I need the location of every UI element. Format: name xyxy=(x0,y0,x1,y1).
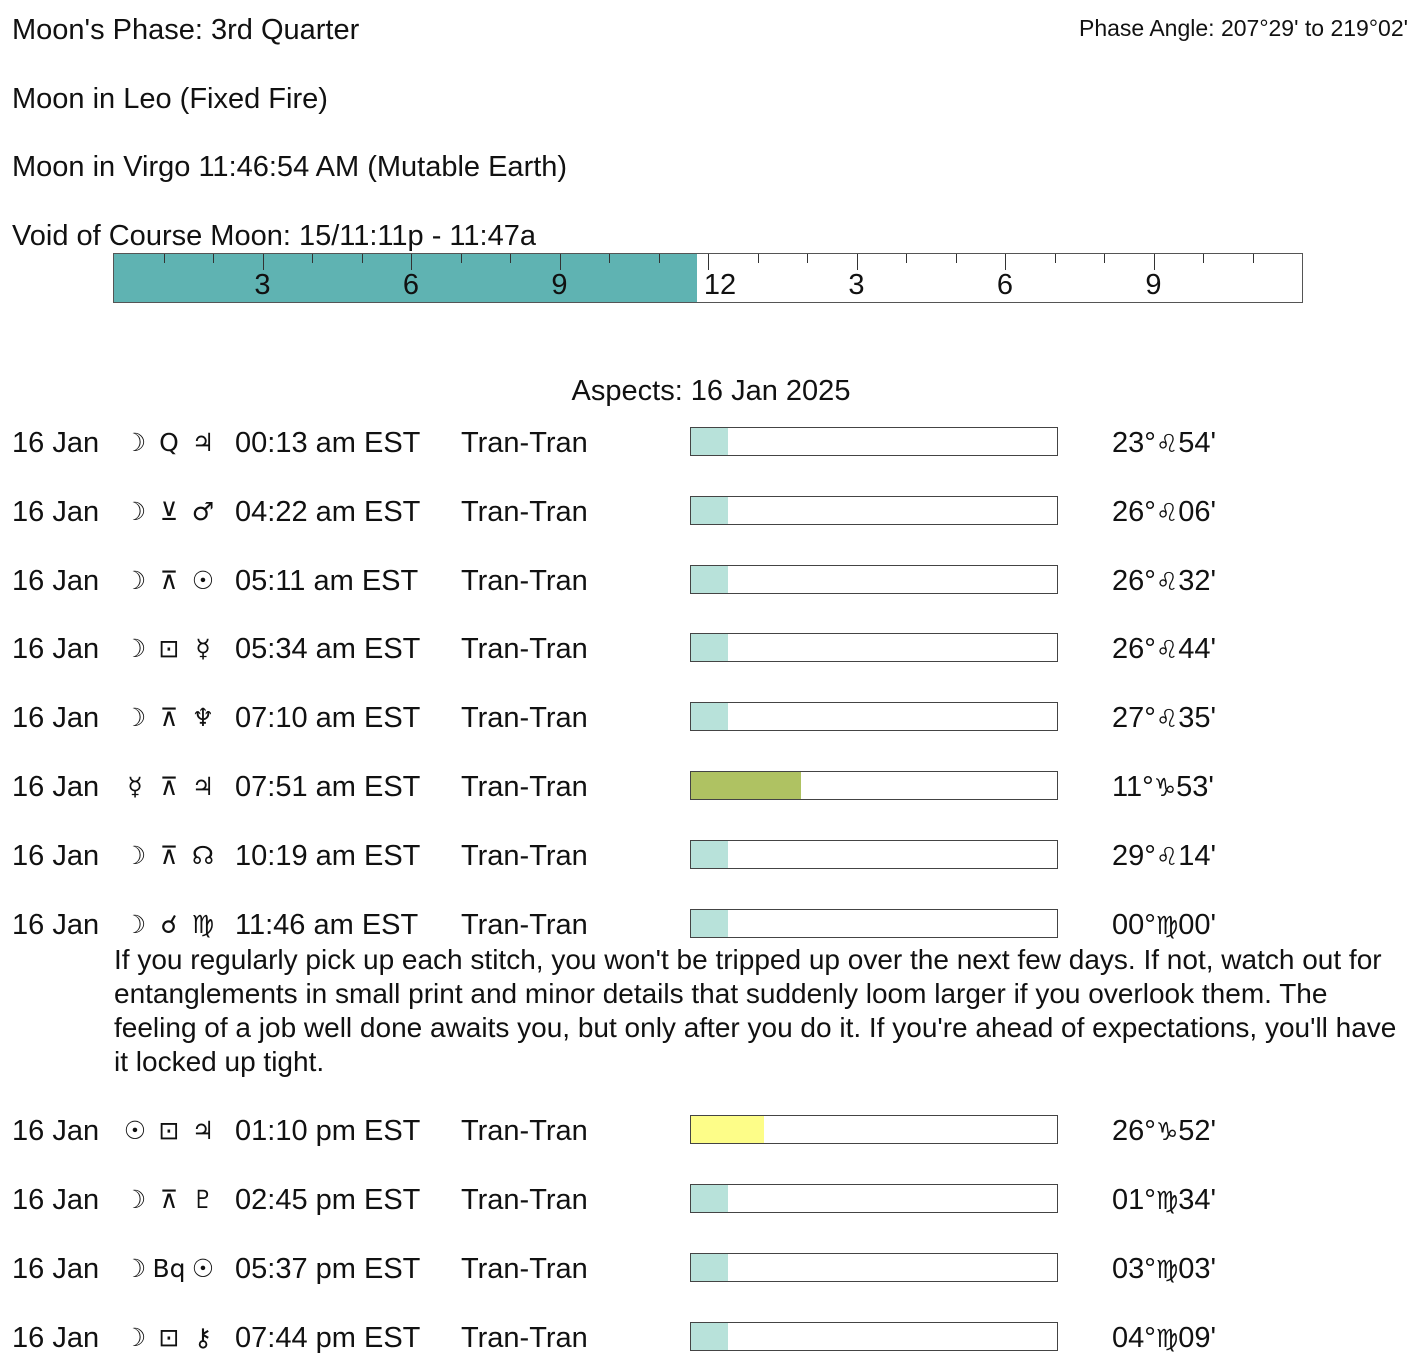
aspect-position xyxy=(1112,1183,1216,1218)
strength-bar xyxy=(690,840,1058,869)
aspect-time: 04:22 am EST xyxy=(235,496,421,528)
aspect-position xyxy=(1112,1252,1216,1287)
aspect-kind: Tran-Tran xyxy=(461,840,588,872)
planet-2-icon: ♃ xyxy=(191,772,215,801)
strength-bar-fill xyxy=(691,841,728,868)
aspect-position xyxy=(1112,426,1216,461)
position-minute: 35' xyxy=(1178,702,1217,734)
position-degree: 26° xyxy=(1112,1115,1156,1147)
zodiac-sign-icon: ♍ xyxy=(1155,1255,1179,1284)
aspect-kind: Tran-Tran xyxy=(461,771,588,803)
timeline-label: 9 xyxy=(551,269,568,301)
aspect-type-icon: ⊡ xyxy=(158,1116,180,1145)
timeline-tick xyxy=(1104,254,1105,263)
planet-1-icon: ☽ xyxy=(123,428,147,457)
position-degree: 01° xyxy=(1112,1184,1156,1216)
planet-2-icon: ♂ xyxy=(191,497,215,526)
moon-sign: Moon in Leo (Fixed Fire) xyxy=(12,83,328,115)
timeline-tick xyxy=(1203,254,1204,263)
planet-1-icon: ☽ xyxy=(123,1185,147,1214)
aspect-date: 16 Jan xyxy=(12,565,100,597)
aspect-time: 02:45 pm EST xyxy=(235,1184,421,1216)
planet-1-icon: ☽ xyxy=(123,1323,147,1352)
position-minute: 32' xyxy=(1178,565,1217,597)
aspect-kind: Tran-Tran xyxy=(461,1184,588,1216)
aspect-type-icon: ☌ xyxy=(160,910,178,939)
timeline-label: 3 xyxy=(848,269,865,301)
aspect-kind: Tran-Tran xyxy=(461,565,588,597)
strength-bar xyxy=(690,496,1058,525)
position-degree: 03° xyxy=(1112,1253,1156,1285)
timeline-tick xyxy=(609,254,610,263)
aspect-type-icon: Q xyxy=(159,428,179,457)
aspect-time: 01:10 pm EST xyxy=(235,1115,421,1147)
timeline-tick xyxy=(510,254,511,263)
timeline-tick xyxy=(758,254,759,263)
zodiac-sign-icon: ♌ xyxy=(1155,498,1179,527)
aspect-kind: Tran-Tran xyxy=(461,496,588,528)
aspect-row xyxy=(0,770,1422,806)
moon-ingress: Moon in Virgo 11:46:54 AM (Mutable Earth) xyxy=(12,151,568,183)
aspect-kind: Tran-Tran xyxy=(461,633,588,665)
strength-bar-fill xyxy=(691,566,728,593)
aspect-date: 16 Jan xyxy=(12,1184,100,1216)
timeline-tick xyxy=(461,254,462,263)
position-minute: 34' xyxy=(1178,1184,1217,1216)
strength-bar-fill xyxy=(691,772,801,799)
timeline-tick xyxy=(956,254,957,263)
timeline-tick xyxy=(659,254,660,263)
timeline-tick xyxy=(164,254,165,263)
timeline-tick xyxy=(312,254,313,263)
position-minute: 06' xyxy=(1178,496,1217,528)
planet-1-icon: ☉ xyxy=(123,1116,147,1145)
position-degree: 23° xyxy=(1112,427,1156,459)
planet-2-icon: ☉ xyxy=(191,1254,215,1283)
aspect-row xyxy=(0,1183,1422,1219)
aspect-date: 16 Jan xyxy=(12,771,100,803)
aspect-row xyxy=(0,1114,1422,1150)
aspect-position xyxy=(1112,701,1216,736)
timeline-label: 12 xyxy=(703,269,737,301)
zodiac-sign-icon: ♑ xyxy=(1155,1117,1179,1146)
position-degree: 26° xyxy=(1112,496,1156,528)
zodiac-sign-icon: ♍ xyxy=(1155,1186,1179,1215)
timeline-label: 3 xyxy=(254,269,271,301)
aspect-row xyxy=(0,908,1422,944)
zodiac-sign-icon: ♌ xyxy=(1155,567,1179,596)
aspect-kind: Tran-Tran xyxy=(461,909,588,941)
position-degree: 04° xyxy=(1112,1322,1156,1354)
timeline-tick xyxy=(906,254,907,263)
position-minute: 54' xyxy=(1178,427,1217,459)
zodiac-sign-icon: ♌ xyxy=(1155,429,1179,458)
position-minute: 44' xyxy=(1178,633,1217,665)
aspect-row xyxy=(0,1321,1422,1357)
strength-bar xyxy=(690,1322,1058,1351)
timeline-label: 6 xyxy=(996,269,1014,301)
aspect-row xyxy=(0,564,1422,600)
strength-bar-fill xyxy=(691,1185,728,1212)
aspect-time: 00:13 am EST xyxy=(235,427,421,459)
aspect-type-icon: Bq xyxy=(152,1254,186,1283)
aspect-type-icon: ⊼ xyxy=(159,841,179,870)
planet-1-icon: ☽ xyxy=(123,1254,147,1283)
strength-bar-fill xyxy=(691,703,728,730)
planet-2-icon: ⚷ xyxy=(193,1323,213,1352)
planet-2-icon: ☊ xyxy=(191,841,215,870)
aspect-position xyxy=(1112,632,1216,667)
aspect-date: 16 Jan xyxy=(12,496,100,528)
aspect-interpretation: If you regularly pick up each stitch, you won't be tripped up over the next few days. If not, watch out for entanglements in small print and minor details that suddenly loom larger if you overlook them. The feeling of a job well done awaits you, but only after you do it. If you're ahead of expectations, you'll have it locked up tight. xyxy=(114,944,1397,1077)
zodiac-sign-icon: ♌ xyxy=(1155,635,1179,664)
timeline-label: 6 xyxy=(402,269,420,301)
void-of-course: Void of Course Moon: 15/11:11p - 11:47a xyxy=(12,220,536,252)
position-degree: 29° xyxy=(1112,840,1156,872)
aspect-date: 16 Jan xyxy=(12,702,100,734)
planet-2-icon: ♇ xyxy=(191,1185,215,1214)
position-minute: 14' xyxy=(1178,840,1217,872)
aspect-row xyxy=(0,1252,1422,1288)
strength-bar-fill xyxy=(691,1254,728,1281)
aspect-type-icon: ⊻ xyxy=(159,497,179,526)
zodiac-sign-icon: ♍ xyxy=(1155,1324,1179,1353)
strength-bar-fill xyxy=(691,1116,764,1143)
aspect-position xyxy=(1112,908,1216,943)
zodiac-sign-icon: ♌ xyxy=(1155,704,1179,733)
aspect-date: 16 Jan xyxy=(12,840,100,872)
aspect-date: 16 Jan xyxy=(12,1115,100,1147)
planet-2-icon: ☿ xyxy=(195,634,211,663)
aspect-time: 05:37 pm EST xyxy=(235,1253,421,1285)
timeline-label: 9 xyxy=(1145,269,1162,301)
aspect-kind: Tran-Tran xyxy=(461,702,588,734)
position-minute: 00' xyxy=(1178,909,1217,941)
position-degree: 27° xyxy=(1112,702,1156,734)
strength-bar-fill xyxy=(691,1323,728,1350)
aspect-kind: Tran-Tran xyxy=(461,427,588,459)
aspect-date: 16 Jan xyxy=(12,427,100,459)
void-of-course-timeline xyxy=(113,253,1303,303)
aspect-date: 16 Jan xyxy=(12,909,100,941)
strength-bar xyxy=(690,565,1058,594)
planet-1-icon: ☽ xyxy=(123,634,147,663)
position-degree: 00° xyxy=(1112,909,1156,941)
aspect-type-icon: ⊼ xyxy=(159,703,179,732)
planet-2-icon: ☉ xyxy=(191,566,215,595)
aspect-row xyxy=(0,495,1422,531)
aspects-title: Aspects: 16 Jan 2025 xyxy=(571,375,851,407)
aspect-type-icon: ⊡ xyxy=(158,634,180,663)
position-minute: 03' xyxy=(1178,1253,1217,1285)
aspect-time: 07:44 pm EST xyxy=(235,1322,421,1354)
strength-bar xyxy=(690,909,1058,938)
aspect-position xyxy=(1112,1114,1216,1149)
aspect-kind: Tran-Tran xyxy=(461,1253,588,1285)
aspect-time: 11:46 am EST xyxy=(235,909,419,941)
aspect-position xyxy=(1112,839,1216,874)
position-degree: 26° xyxy=(1112,565,1156,597)
planet-2-icon: ♆ xyxy=(191,703,215,732)
timeline-tick xyxy=(807,254,808,263)
aspect-time: 10:19 am EST xyxy=(235,840,421,872)
aspect-type-icon: ⊼ xyxy=(159,772,179,801)
aspect-row xyxy=(0,701,1422,737)
aspect-row xyxy=(0,839,1422,875)
planet-2-icon: ♃ xyxy=(191,1116,215,1145)
planet-1-icon: ☽ xyxy=(123,497,147,526)
position-degree: 11° xyxy=(1112,771,1154,803)
aspect-position xyxy=(1112,495,1216,530)
zodiac-sign-icon: ♍ xyxy=(1155,911,1179,940)
position-minute: 53' xyxy=(1176,771,1214,803)
timeline-tick xyxy=(362,254,363,263)
moon-phase: Moon's Phase: 3rd Quarter xyxy=(12,14,360,46)
position-minute: 52' xyxy=(1178,1115,1217,1147)
aspect-type-icon: ⊡ xyxy=(158,1323,180,1352)
zodiac-sign-icon: ♌ xyxy=(1155,842,1179,871)
strength-bar xyxy=(690,771,1058,800)
aspect-position xyxy=(1112,1321,1216,1356)
position-degree: 26° xyxy=(1112,633,1156,665)
position-minute: 09' xyxy=(1178,1322,1217,1354)
aspect-time: 07:51 am EST xyxy=(235,771,421,803)
strength-bar-fill xyxy=(691,497,728,524)
planet-2-icon: ♃ xyxy=(191,428,215,457)
aspect-type-icon: ⊼ xyxy=(159,1185,179,1214)
planet-1-icon: ☽ xyxy=(123,566,147,595)
strength-bar xyxy=(690,633,1058,662)
aspect-position xyxy=(1112,564,1216,599)
aspect-kind: Tran-Tran xyxy=(461,1115,588,1147)
aspect-time: 05:11 am EST xyxy=(235,565,419,597)
planet-1-icon: ☽ xyxy=(123,910,147,939)
timeline-tick xyxy=(1253,254,1254,263)
phase-angle: Phase Angle: 207°29' to 219°02' xyxy=(1079,15,1408,41)
strength-bar xyxy=(690,702,1058,731)
planet-2-icon: ♍ xyxy=(191,910,215,939)
strength-bar xyxy=(690,1253,1058,1282)
strength-bar-fill xyxy=(691,428,728,455)
timeline-tick xyxy=(213,254,214,263)
planet-1-icon: ☽ xyxy=(123,841,147,870)
aspect-row xyxy=(0,426,1422,462)
strength-bar-fill xyxy=(691,634,728,661)
strength-bar xyxy=(690,1115,1058,1144)
aspect-kind: Tran-Tran xyxy=(461,1322,588,1354)
strength-bar xyxy=(690,427,1058,456)
aspect-date: 16 Jan xyxy=(12,1322,100,1354)
strength-bar xyxy=(690,1184,1058,1213)
aspect-time: 07:10 am EST xyxy=(235,702,421,734)
strength-bar-fill xyxy=(691,910,728,937)
zodiac-sign-icon: ♑ xyxy=(1153,773,1177,802)
aspect-time: 05:34 am EST xyxy=(235,633,421,665)
aspect-type-icon: ⊼ xyxy=(159,566,179,595)
timeline-tick xyxy=(1055,254,1056,263)
planet-1-icon: ☿ xyxy=(127,772,143,801)
aspect-date: 16 Jan xyxy=(12,633,100,665)
planet-1-icon: ☽ xyxy=(123,703,147,732)
aspect-row xyxy=(0,632,1422,668)
aspect-position xyxy=(1112,770,1214,805)
aspect-date: 16 Jan xyxy=(12,1253,100,1285)
